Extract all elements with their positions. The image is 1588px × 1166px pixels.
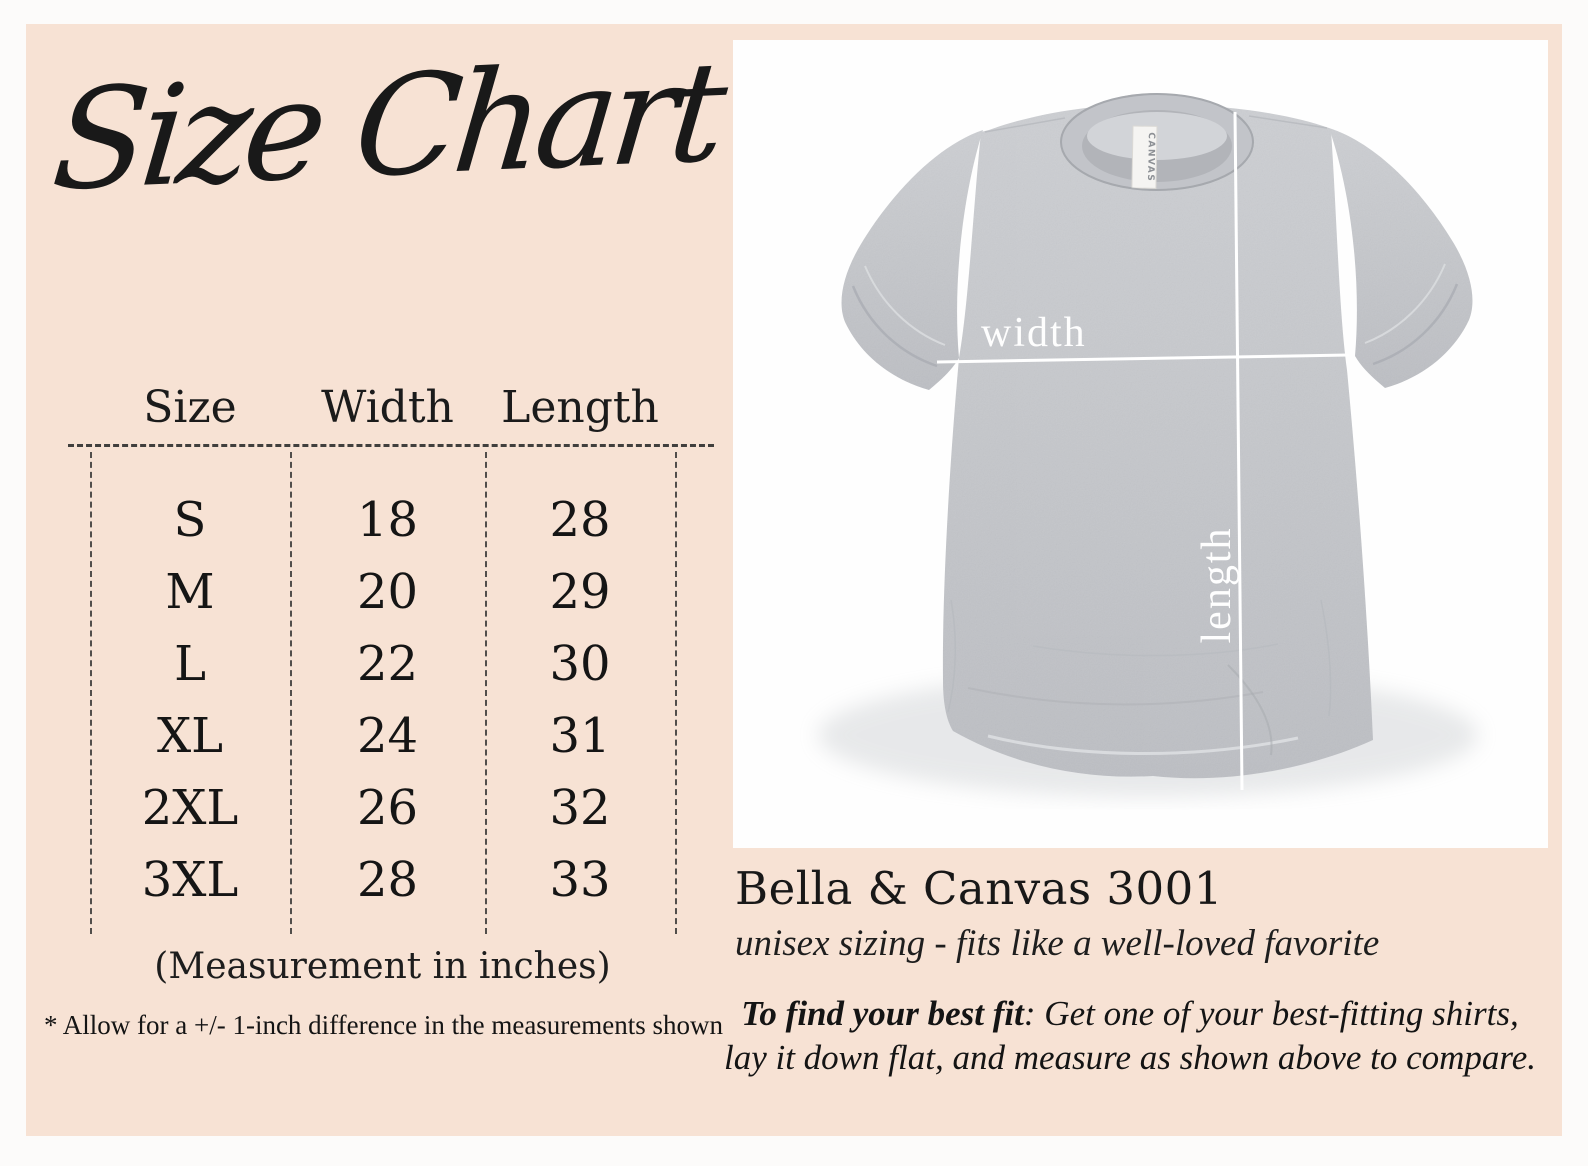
table-row — [90, 772, 675, 844]
size-cell: 3XL — [141, 852, 239, 908]
size-cell: XL — [156, 708, 224, 764]
width-label: width — [981, 310, 1087, 356]
table-body — [90, 484, 675, 916]
size-cell: M — [165, 564, 215, 620]
shirt-photo — [733, 40, 1548, 848]
table-header-row — [90, 382, 675, 433]
width-cell: 20 — [356, 564, 419, 620]
tshirt-illustration — [733, 40, 1548, 848]
shirt-tag — [1132, 126, 1157, 188]
table-row — [90, 700, 675, 772]
fit-tip-line1 — [690, 992, 1570, 1036]
length-label: length — [1194, 526, 1240, 644]
table-row — [90, 556, 675, 628]
header-length: Length — [501, 382, 659, 433]
tolerance-footnote: * Allow for a +/- 1-inch difference in the measurements shown — [44, 1010, 724, 1040]
units-note: (Measurement in inches) — [154, 946, 611, 987]
length-cell: 28 — [549, 492, 611, 548]
width-cell: 22 — [356, 636, 419, 692]
length-cell: 32 — [549, 780, 611, 836]
length-cell: 29 — [549, 564, 611, 620]
fit-tip-line2: lay it down flat, and measure as shown above to compare. — [723, 1038, 1537, 1078]
product-tagline: unisex sizing - fits like a well-loved favorite — [735, 923, 1380, 964]
size-cell: L — [174, 636, 206, 692]
tag-label: CANVAS — [1145, 132, 1156, 183]
table-row — [90, 628, 675, 700]
length-cell: 30 — [549, 636, 611, 692]
size-chart-graphic — [26, 24, 1562, 1136]
header-width: Width — [321, 382, 454, 433]
product-name: Bella & Canvas 3001 — [735, 862, 1223, 915]
fit-tip — [690, 992, 1570, 1080]
length-cell: 33 — [549, 852, 611, 908]
column-divider — [675, 452, 677, 934]
table-row — [90, 484, 675, 556]
length-cell: 31 — [549, 708, 611, 764]
width-cell: 24 — [356, 708, 419, 764]
width-cell: 28 — [356, 852, 419, 908]
table-header-rule — [68, 444, 714, 447]
size-cell: S — [173, 492, 207, 548]
table-row — [90, 844, 675, 916]
header-size: Size — [143, 382, 237, 433]
fit-tip-lead: To find your best fit — [741, 994, 1024, 1033]
width-cell: 26 — [356, 780, 419, 836]
width-cell: 18 — [356, 492, 419, 548]
size-cell: 2XL — [141, 780, 239, 836]
fit-tip-rest: : Get one of your best-fitting shirts, — [1023, 994, 1519, 1033]
page-title: Size Chart — [46, 31, 727, 222]
